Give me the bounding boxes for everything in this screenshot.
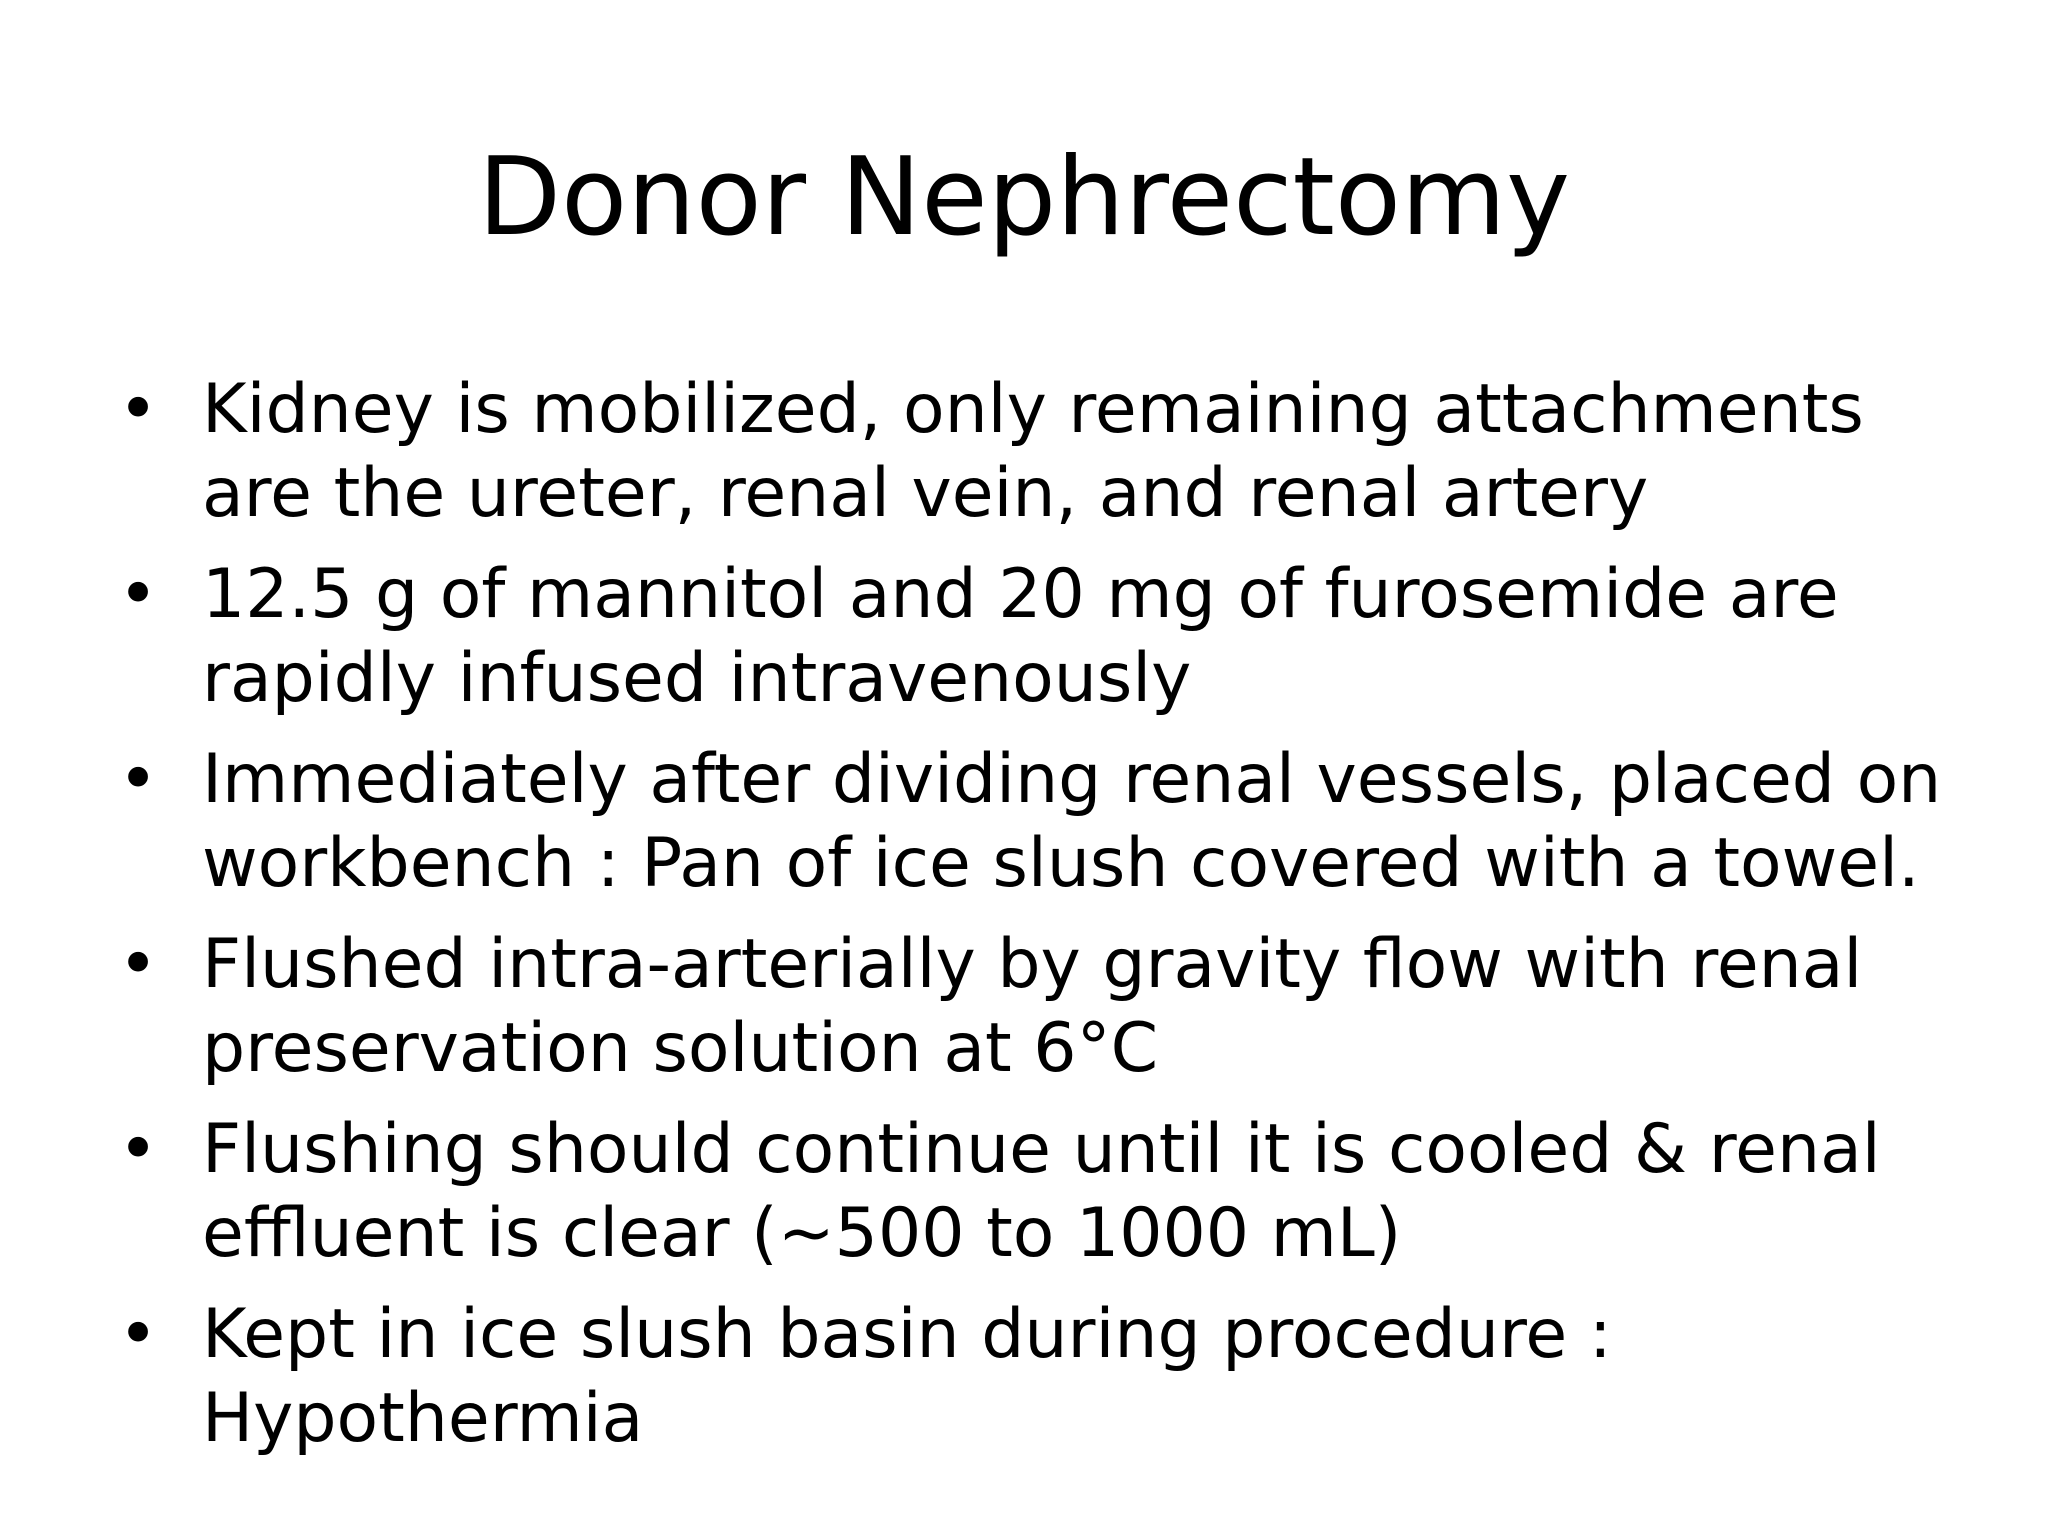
bullet-text: Flushed intra-arterially by gravity flow with renal preservation solution at 6°C — [202, 925, 1863, 1088]
bullet-item — [118, 553, 1988, 721]
bullet-dot-icon: • — [118, 370, 159, 449]
bullet-text: 12.5 g of mannitol and 20 mg of furosemide are rapidly infused intravenously — [202, 555, 1839, 718]
slide-title: Donor Nephrectomy — [477, 135, 1571, 260]
bullet-dot-icon: • — [118, 740, 159, 819]
bullet-item — [118, 923, 1988, 1091]
bullet-item — [118, 368, 1988, 536]
bullet-text: Immediately after dividing renal vessels, placed on workbench : Pan of ice slush covered with a towel. — [202, 740, 1942, 903]
bullet-list — [118, 368, 1988, 1478]
bullet-dot-icon: • — [118, 925, 159, 1004]
bullet-text: Kept in ice slush basin during procedure : Hypothermia — [202, 1295, 1612, 1458]
bullet-item — [118, 1293, 1988, 1461]
bullet-dot-icon: • — [118, 1295, 159, 1374]
bullet-item — [118, 1108, 1988, 1276]
bullet-text: Kidney is mobilized, only remaining attachments are the ureter, renal vein, and renal artery — [202, 370, 1864, 533]
bullet-dot-icon: • — [118, 1110, 159, 1189]
bullet-text: Flushing should continue until it is cooled & renal effluent is clear (~500 to 1000 mL) — [202, 1110, 1881, 1273]
bullet-dot-icon: • — [118, 555, 159, 634]
bullet-item — [118, 738, 1988, 906]
